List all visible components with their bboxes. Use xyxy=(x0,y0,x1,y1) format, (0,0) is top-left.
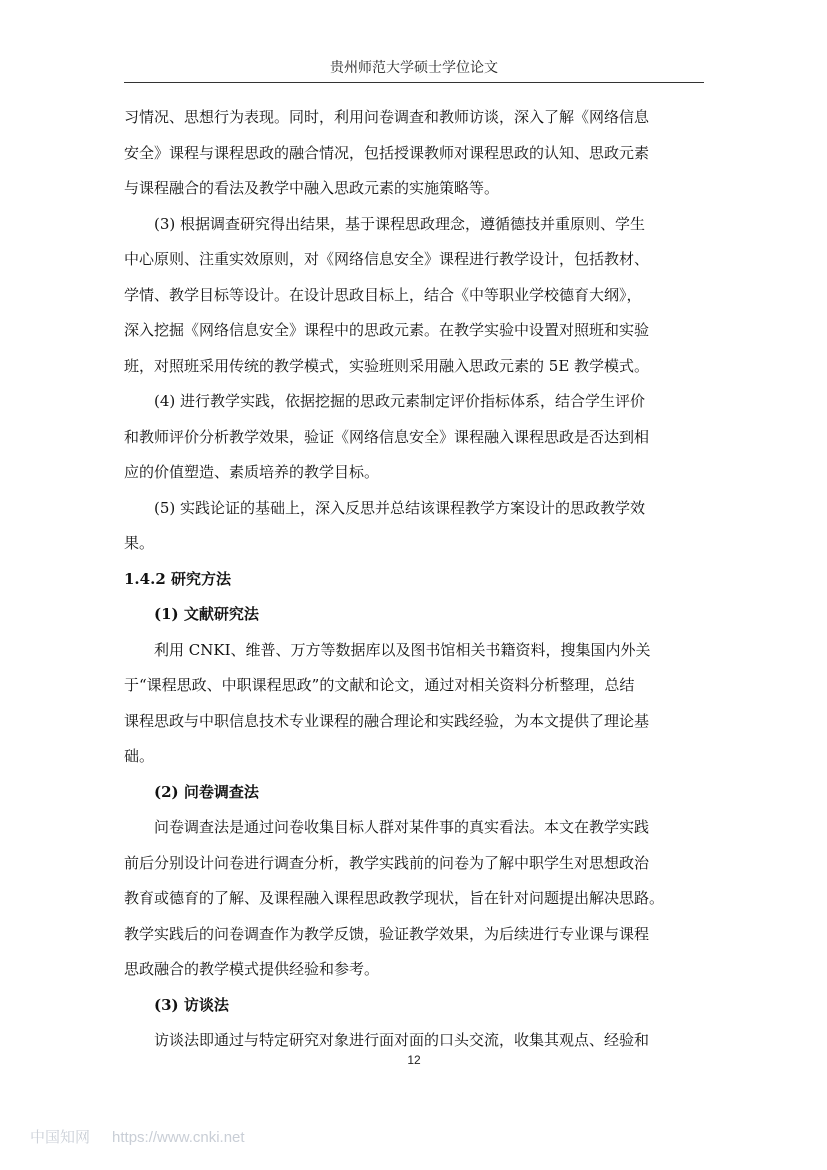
text-line: 思政融合的教学模式提供经验和参考。 xyxy=(124,960,380,978)
watermark-brand: 中国知网 xyxy=(30,1129,91,1146)
text-line: 于“课程思政、中职课程思政”的文献和论文，通过对相关资料分析整理，总结 xyxy=(124,676,635,694)
text-line: 问卷调查法是通过问卷收集目标人群对某件事的真实看法。本文在教学实践 xyxy=(154,818,650,836)
text-line: 与课程融合的看法及教学中融入思政元素的实施策略等。 xyxy=(124,179,500,197)
section-heading: 1.4.2 研究方法 xyxy=(124,569,231,588)
text-line: 础。 xyxy=(124,747,155,765)
page-number: 12 xyxy=(407,1053,421,1067)
text-line: 应的价值塑造、素质培养的教学目标。 xyxy=(124,463,380,481)
text-line: 教学实践后的问卷调查作为教学反馈，验证教学效果，为后续进行专业课与课程 xyxy=(124,924,650,943)
text-line: 果。 xyxy=(124,534,155,552)
text-line: 中心原则、注重实效原则，对《网络信息安全》课程进行教学设计，包括教材、 xyxy=(124,250,650,268)
subsection-heading: (1) 文献研究法 xyxy=(154,605,259,623)
running-header: 贵州师范大学硕士学位论文 xyxy=(330,60,498,76)
text-line: 学情、教学目标等设计。在设计思政目标上，结合《中等职业学校德育大纲》， xyxy=(124,285,642,304)
text-line: (3) 根据调查研究得出结果，基于课程思政理念，遵循德技并重原则、学生 xyxy=(154,214,646,233)
text-line: 班，对照班采用传统的教学模式，实验班则采用融入思政元素的 5E 教学模式。 xyxy=(124,356,650,375)
text-line: 深入挖掘《网络信息安全》课程中的思政元素。在教学实验中设置对照班和实验 xyxy=(124,321,650,339)
subsection-heading: (2) 问卷调查法 xyxy=(154,782,259,801)
text-line: 教育或德育的了解、及课程融入课程思政教学现状，旨在针对问题提出解决思路。 xyxy=(124,889,665,907)
watermark-url: https://www.cnki.net xyxy=(112,1129,245,1146)
subsection-heading: (3) 访谈法 xyxy=(154,995,229,1014)
text-line: 前后分别设计问卷进行调查分析，教学实践前的问卷为了解中职学生对思想政治 xyxy=(124,853,650,872)
text-line: 安全》课程与课程思政的融合情况，包括授课教师对课程思政的认知、思政元素 xyxy=(124,143,650,162)
text-line: 利用 CNKI、维普、万方等数据库以及图书馆相关书籍资料，搜集国内外关 xyxy=(154,640,651,659)
text-line: 和教师评价分析教学效果，验证《网络信息安全》课程融入课程思政是否达到相 xyxy=(124,427,650,446)
header-rule xyxy=(124,82,704,83)
text-line: 习情况、思想行为表现。同时，利用问卷调查和教师访谈，深入了解《网络信息 xyxy=(124,108,650,126)
cnki-watermark xyxy=(30,1126,245,1147)
page-body xyxy=(124,100,704,1059)
text-line: 课程思政与中职信息技术专业课程的融合理论和实践经验，为本文提供了理论基 xyxy=(124,711,650,730)
text-line: (4) 进行教学实践，依据挖掘的思政元素制定评价指标体系，结合学生评价 xyxy=(154,392,646,410)
text-line: 访谈法即通过与特定研究对象进行面对面的口头交流，收集其观点、经验和 xyxy=(154,1031,650,1049)
text-line: (5) 实践论证的基础上，深入反思并总结该课程教学方案设计的思政教学效 xyxy=(154,498,646,517)
